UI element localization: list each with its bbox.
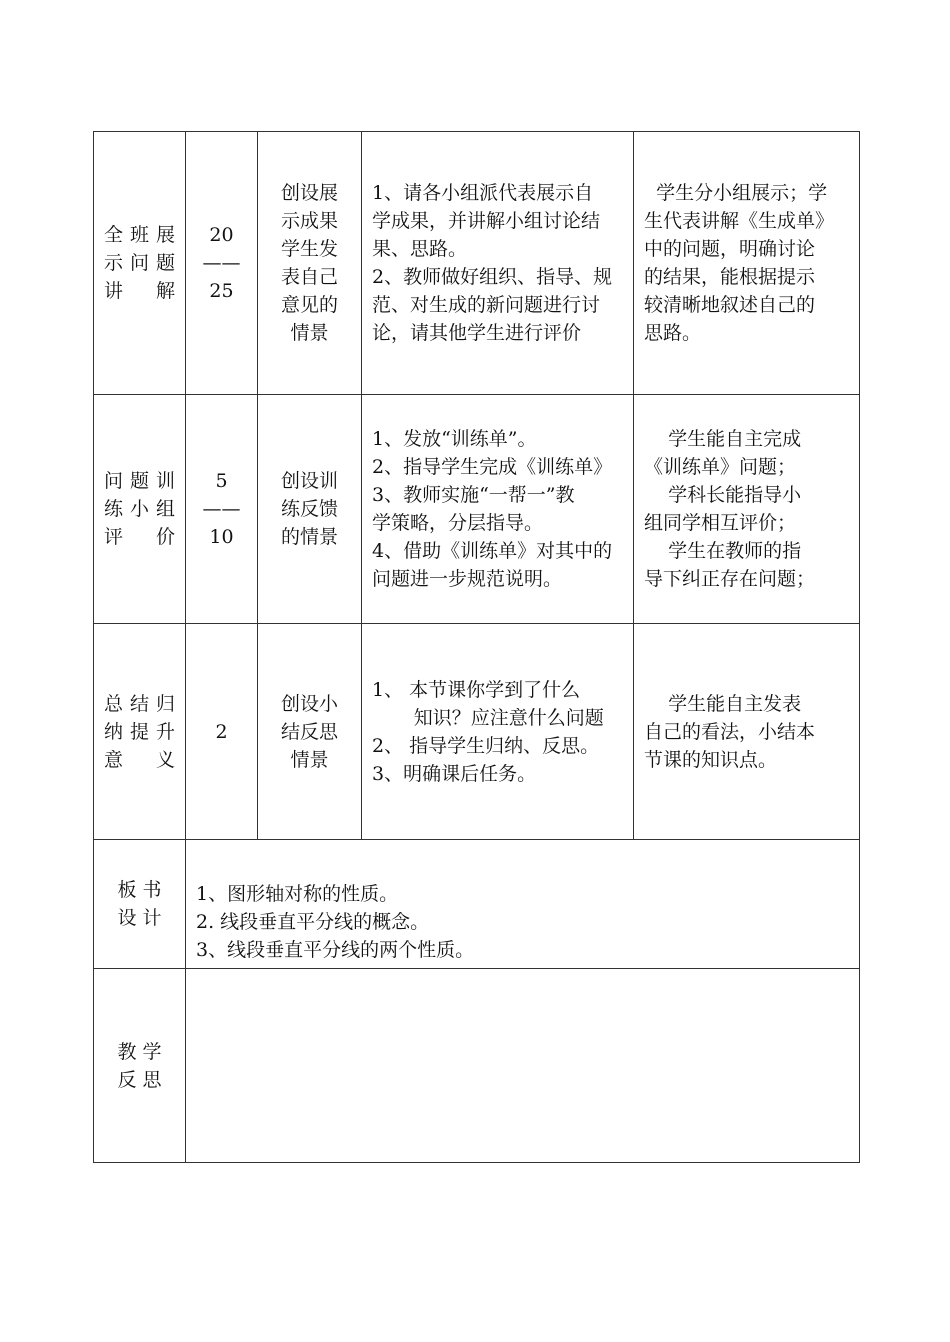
table-row (94, 395, 860, 624)
stage-cell: 全班展 示问题 讲 解 (94, 132, 186, 395)
context-cell: 创设小 结反思 情景 (258, 624, 362, 840)
teacher-activity-cell: 1、发放“训练单”。 2、指导学生完成《训练单》 3、教师实施“一帮一”教 学策略，分层指导。 4、借助《训练单》对其中的 问题进一步规范说明。 (362, 395, 634, 624)
board-design-row (94, 840, 860, 969)
lesson-plan-table (93, 131, 860, 1163)
time-cell: 5 —— 10 (186, 395, 258, 624)
reflection-row (94, 969, 860, 1163)
stage-cell: 总结归 纳提升 意 义 (94, 624, 186, 840)
table-row (94, 132, 860, 395)
board-design-label: 板 书 设 计 (94, 840, 186, 969)
time-cell: 2 (186, 624, 258, 840)
reflection-content[interactable] (186, 969, 860, 1163)
student-activity-cell: 学生能自主发表 自己的看法，小结本 节课的知识点。 (634, 624, 860, 840)
table-row (94, 624, 860, 840)
student-activity-cell: 学生分小组展示；学 生代表讲解《生成单》 中的问题，明确讨论 的结果，能根据提示 较清晰地叙述自己的 思路。 (634, 132, 860, 395)
board-design-content: 1、图形轴对称的性质。 2. 线段垂直平分线的概念。 3、线段垂直平分线的两个性质。 (186, 840, 860, 969)
context-cell: 创设展 示成果 学生发 表自己 意见的 情景 (258, 132, 362, 395)
reflection-label: 教 学 反 思 (94, 969, 186, 1163)
teacher-activity-cell: 1、请各小组派代表展示自 学成果，并讲解小组讨论结 果、思路。 2、教师做好组织、指导、规 范、对生成的新问题进行讨 论，请其他学生进行评价 (362, 132, 634, 395)
context-cell: 创设训 练反馈 的情景 (258, 395, 362, 624)
time-cell: 20 —— 25 (186, 132, 258, 395)
student-activity-cell: 学生能自主完成 《训练单》问题； 学科长能指导小 组同学相互评价； 学生在教师的指 导下纠正存在问题； (634, 395, 860, 624)
teacher-activity-cell: 1、 本节课你学到了什么 知识？应注意什么问题 2、 指导学生归纳、反思。 3、明确课后任务。 (362, 624, 634, 840)
stage-cell: 问题训 练小组 评 价 (94, 395, 186, 624)
